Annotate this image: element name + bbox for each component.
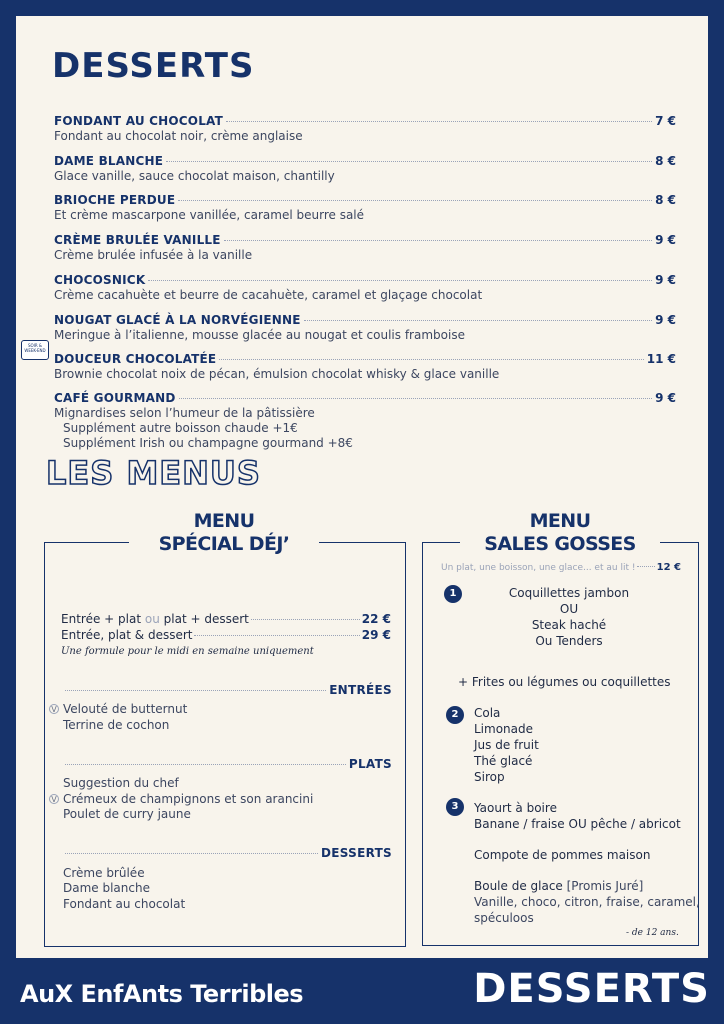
menu-dej-title-line2: SPÉCIAL DÉJ’: [158, 533, 290, 555]
kids-main-option: OU: [559, 602, 579, 616]
dessert-item-header: [54, 114, 676, 128]
dessert-item: [54, 114, 676, 143]
dessert-item: [54, 233, 676, 262]
plats-label: PLATS: [348, 757, 392, 771]
dessert-description: Brownie chocolat noix de pécan, émulsion chocolat whisky & glace vanille: [54, 367, 500, 381]
kids-main-option: Coquillettes jambon: [508, 586, 630, 600]
dot-leader: [178, 200, 652, 201]
kids-subtitle-row: [441, 562, 681, 573]
formula-row-2: [61, 628, 391, 642]
kids-drink: Jus de fruit: [474, 738, 539, 752]
entree-item: Terrine de cochon: [63, 718, 170, 732]
dessert-menu-item: Crème brûlée: [63, 866, 145, 880]
dessert-name: NOUGAT GLACÉ À LA NORVÉGIENNE: [54, 313, 301, 327]
dessert-menu-item: Fondant au chocolat: [63, 897, 186, 911]
menu-kids-title-line1: MENU: [529, 510, 591, 532]
step-1-icon: 1: [444, 585, 462, 603]
dessert-price: 9 €: [655, 233, 676, 247]
menu-dej-title: [129, 510, 319, 556]
dessert-description: Glace vanille, sauce chocolat maison, chantilly: [54, 169, 335, 183]
footer-title: DESSERTS: [473, 966, 710, 1012]
dessert-price: 8 €: [655, 154, 676, 168]
kids-compote: Compote de pommes maison: [474, 848, 651, 862]
formula-row-1: [61, 612, 391, 626]
kids-boule-flavors: Vanille, choco, citron, fraise, caramel,: [474, 895, 700, 909]
step-3-icon: 3: [446, 798, 464, 816]
dot-leader: [179, 398, 653, 399]
menu-dej-title-line1: MENU: [193, 510, 255, 532]
dessert-price: 9 €: [655, 391, 676, 405]
dessert-name: DOUCEUR CHOCOLATÉE: [54, 352, 217, 366]
kids-step1-list: [484, 585, 654, 649]
plat-item: Poulet de curry jaune: [63, 807, 191, 821]
kids-yaourt-options: Banane / fraise OU pêche / abricot: [474, 817, 681, 831]
dessert-name: BRIOCHE PERDUE: [54, 193, 176, 207]
section-desserts: [62, 846, 392, 860]
step-2-icon: 2: [446, 706, 464, 724]
menu-kids-title: [460, 510, 660, 556]
entree-item: Velouté de butternut: [63, 702, 188, 716]
formula1-or: ou: [144, 612, 160, 626]
dessert-price: 9 €: [655, 313, 676, 327]
formula2-price: 29 €: [361, 628, 391, 642]
dessert-item-header: [54, 154, 676, 168]
dessert-price: 8 €: [655, 193, 676, 207]
dessert-item: [54, 391, 676, 450]
dessert-description: Et crème mascarpone vanillée, caramel beurre salé: [54, 208, 365, 222]
kids-side-line: + Frites ou légumes ou coquillettes: [458, 675, 671, 689]
dot-leader: [166, 161, 652, 162]
dot-leader: [148, 280, 652, 281]
menus-title: LES MENUS: [46, 454, 261, 492]
dot-leader: [226, 121, 652, 122]
dessert-description: Meringue à l’italienne, mousse glacée au nougat et coulis framboise: [54, 328, 465, 342]
kids-price: 12 €: [656, 562, 681, 573]
kids-main-option: Steak haché: [531, 618, 607, 632]
formula2-label: Entrée, plat & dessert: [61, 628, 193, 642]
dessert-description: Crème brulée infusée à la vanille: [54, 248, 253, 262]
section-entrees: [62, 683, 392, 697]
dessert-supplement: Supplément autre boisson chaude +1€: [63, 421, 298, 435]
kids-drink: Sirop: [474, 770, 505, 784]
dessert-price: 7 €: [655, 114, 676, 128]
dessert-name: CAFÉ GOURMAND: [54, 391, 176, 405]
kids-yaourt: Yaourt à boire: [474, 801, 557, 815]
formula1-a: Entrée + plat: [61, 612, 142, 626]
plat-item: Suggestion du chef: [63, 776, 179, 790]
formula1-b: plat + dessert: [163, 612, 249, 626]
soir-weekend-badge: SOIR & WEEK-END: [21, 340, 49, 360]
formula1-price: 22 €: [361, 612, 391, 626]
menu-kids-title-line2: SALES GOSSES: [484, 533, 636, 555]
kids-drink-list: [474, 705, 539, 785]
dessert-description: Mignardises selon l’humeur de la pâtissière: [54, 406, 315, 420]
dessert-item: [54, 313, 676, 342]
formula-note: Une formule pour le midi en semaine uniquement: [61, 646, 314, 657]
dessert-price: 11 €: [646, 352, 676, 366]
dot-leader: [219, 359, 643, 360]
dessert-supplement: Supplément Irish ou champagne gourmand +8€: [63, 436, 353, 450]
entrees-label: ENTRÉES: [329, 683, 392, 697]
dessert-item: [54, 273, 676, 302]
dessert-name: DAME BLANCHE: [54, 154, 164, 168]
desserts-section-label: DESSERTS: [320, 846, 392, 860]
dessert-name: FONDANT AU CHOCOLAT: [54, 114, 223, 128]
dessert-item: [54, 352, 676, 381]
section-plats: [62, 757, 392, 771]
vegetarian-icon: V: [49, 794, 59, 804]
dot-leader: [224, 240, 652, 241]
kids-drink: Thé glacé: [474, 754, 533, 768]
dessert-item-header: [54, 233, 676, 247]
dessert-item-header: [54, 352, 676, 366]
dessert-description: Crème cacahuète et beurre de cacahuète, caramel et glaçage chocolat: [54, 288, 483, 302]
dessert-item-header: [54, 313, 676, 327]
desserts-title: DESSERTS: [52, 46, 255, 86]
dessert-item-header: [54, 391, 676, 405]
dessert-item: [54, 193, 676, 222]
kids-drink: Cola: [474, 706, 501, 720]
kids-main-option: Ou Tenders: [535, 634, 603, 648]
dessert-menu-item: Dame blanche: [63, 881, 150, 895]
dessert-description: Fondant au chocolat noir, crème anglaise: [54, 129, 303, 143]
menu-page: [16, 16, 708, 958]
dessert-item-header: [54, 193, 676, 207]
dessert-name: CRÈME BRULÉE VANILLE: [54, 233, 221, 247]
kids-boule-promise: [Promis Juré]: [562, 879, 644, 893]
kids-boule-flavors-2: spéculoos: [474, 911, 534, 925]
dot-leader: [304, 320, 652, 321]
kids-boule: Boule de glace: [474, 879, 563, 893]
dessert-item-header: [54, 273, 676, 287]
dessert-name: CHOCOSNICK: [54, 273, 146, 287]
kids-drink: Limonade: [474, 722, 534, 736]
kids-subtitle: Un plat, une boisson, une glace... et au lit !: [441, 563, 636, 573]
kids-age-note: - de 12 ans.: [626, 928, 679, 938]
kids-boule-line: [474, 878, 643, 894]
dessert-price: 9 €: [655, 273, 676, 287]
dessert-item: [54, 154, 676, 183]
restaurant-logo: AuX EnfAnts Terribles: [20, 980, 304, 1008]
vegetarian-icon: V: [49, 704, 59, 714]
plat-item: Crémeux de champignons et son arancini: [63, 792, 314, 806]
